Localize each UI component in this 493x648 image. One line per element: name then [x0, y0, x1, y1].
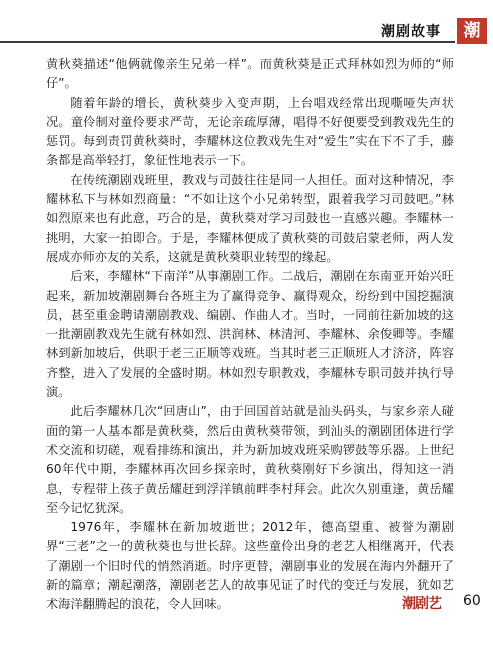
paragraph: 后来，李耀林“下南洋”从事潮剧工作。二战后，潮剧在东南亚开始兴旺起来，新加坡潮剧舞台各班主为了赢得竞争、赢得观众，纷纷到中国挖掘演员，甚至重金聘请潮剧教戏、编剧、作曲人才。当时，一同前往新加坡的这一批潮剧教戏先生就有林如烈、洪润林、林清河、李耀林、余俊卿等。李耀林到新加坡后，供职于老三正顺等戏班。当其时老三正顺班人才济济，阵容齐整，进入了发展的全盛时期。林如烈专职教戏，李耀林专职司鼓并执行导演。	[46, 269, 454, 400]
paragraph: 黄秋葵描述“他俩就像亲生兄弟一样”。而黄秋葵是正式拜林如烈为师的“师仔”。	[46, 57, 454, 91]
paragraph: 在传统潮剧戏班里，教戏与司鼓往往是同一人担任。面对这种情况，李耀林私下与林如烈商量：“不如让这个小兄弟转型，跟着我学习司鼓吧。”林如烈原来也有此意，巧合的是，黄秋葵对学习司鼓也一直感兴趣。李耀林一挑明，大家一拍即合。于是，李耀林便成了黄秋葵的司鼓启蒙老师，两人发展成亦师亦友的关系，这就是黄秋葵职业转型的缘起。	[46, 172, 454, 264]
header-divider	[0, 41, 455, 43]
magazine-logo: 潮剧艺	[402, 596, 441, 612]
seal-icon: 潮	[457, 18, 487, 44]
paragraph: 随着年龄的增长，黄秋葵步入变声期，上台唱戏经常出现嘶哑失声状况。童伶制对童伶要求严苛，无论亲疏厚薄，唱得不好便要受到教戏先生的惩罚。每到责罚黄秋葵时，李耀林这位教戏先生对“爱生”实在下不了手，藤条都是高举轻打，象征性地表示一下。	[46, 95, 454, 168]
article-body	[46, 55, 454, 615]
paragraph: 1976年，李耀林在新加坡逝世；2012年，德高望重、被誉为潮剧界“三老”之一的黄秋葵也与世长辞。这些童伶出身的老艺人相继离开，代表了潮剧一个旧时代的悄然消逝。时序更替，潮剧事业的发展在海内外翻开了新的篇章；潮起潮落，潮剧老艺人的故事见证了时代的变迁与发展，犹如艺术海洋翻腾起的浪花，令人回味。	[46, 520, 454, 612]
paragraph: 此后李耀林几次“回唐山”，由于回国首站就是汕头码头，与家乡亲人碰面的第一人基本都是黄秋葵，然后由黄秋葵带领，到汕头的潮剧团体进行学术交流和切磋，观看排练和演出，并为新加坡戏班采购锣鼓等乐器。上世纪60年代中期，李耀林再次回乡探亲时，黄秋葵刚好下乡演出，得知这一消息，专程带上孩子黄岳耀赶到浮洋镇前畔李村拜会。此次久别重逢，黄岳耀至今记忆犹深。	[46, 404, 454, 515]
section-title: 潮剧故事	[381, 24, 441, 40]
page-header	[0, 0, 493, 44]
page-number: 60	[463, 593, 481, 609]
